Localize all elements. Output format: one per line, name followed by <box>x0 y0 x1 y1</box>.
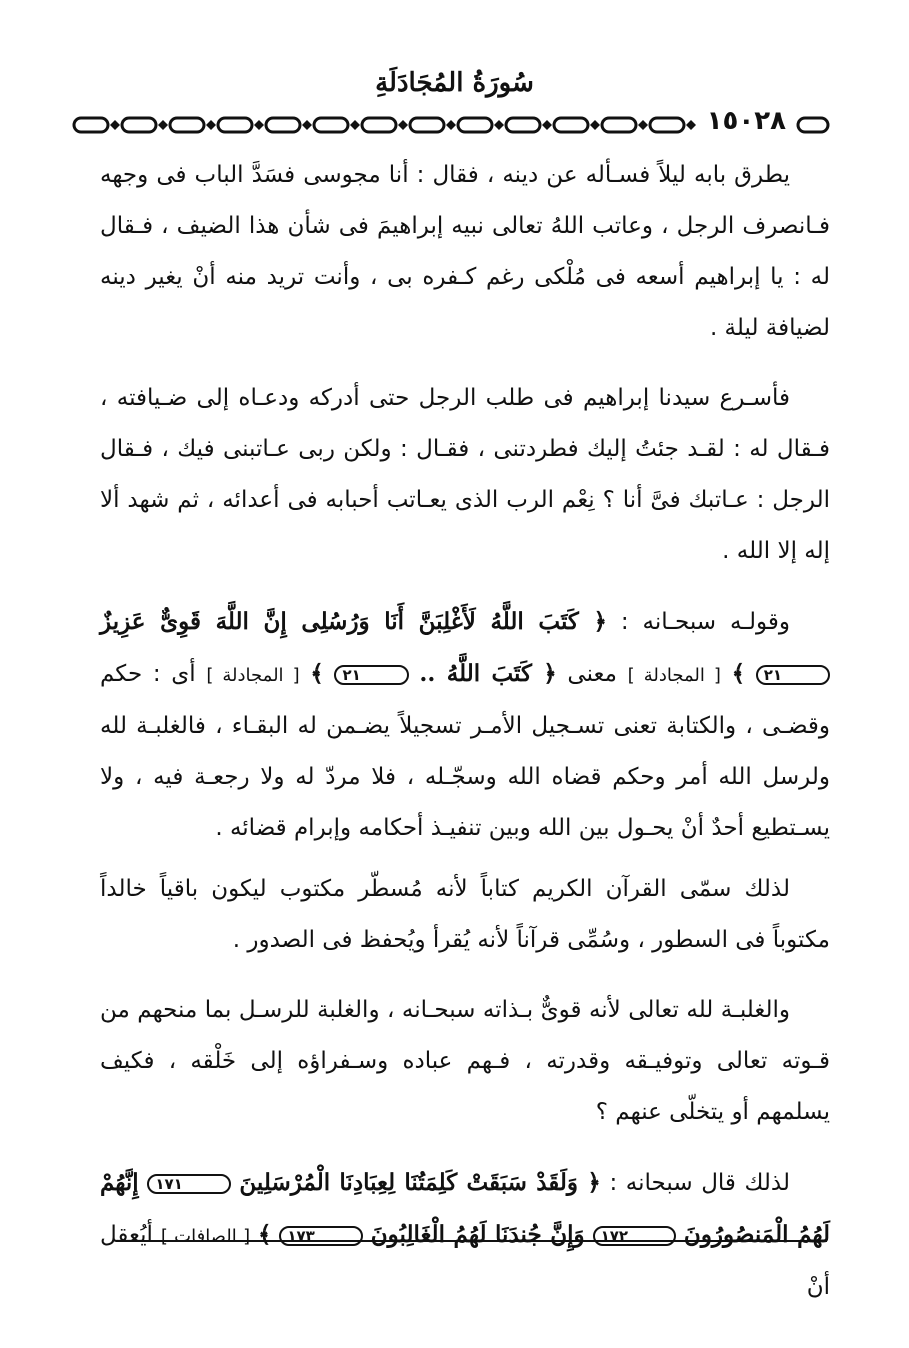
page-number: ١٥٠٢٨ <box>701 106 792 136</box>
ayah-number: ١٧١ <box>147 1174 230 1194</box>
verse-close-bracket: ﴾ <box>258 1221 272 1248</box>
chain-link <box>602 118 636 132</box>
commentary-text: أى : حكم وقضـى ، والكتابة تعنى تسـجيل الأمـر تسجيلاً يضـمن له البقـاء ، فالغلبـة لله ولرسل الله أمر وحكم قضاه الله وسجّـله ، فلا مردّ له ولا رجعـة فيه ، ولا يسـتطيع أحدٌ أنْ يحـول بين الله وبين تنفيـذ أحكامه وإبرام قضائه . <box>100 661 830 841</box>
chain-link <box>506 118 540 132</box>
quran-verse: ﴿ كَتَبَ اللَّهُ .. <box>419 660 557 687</box>
quran-verse: ﴿ وَلَقَدْ سَبَقَتْ كَلِمَتُنَا لِعِبَادِنَا الْمُرْسَلِينَ <box>239 1169 601 1196</box>
chain-link <box>798 118 828 132</box>
verse-intro: لذلك قال سبحانه : <box>609 1170 790 1196</box>
chain-link <box>74 118 108 132</box>
chain-link <box>218 118 252 132</box>
chain-diamond <box>590 120 600 130</box>
commentary-text: أيُعقل أنْ <box>100 1222 830 1300</box>
surah-reference: [ المجادلة ] <box>627 665 721 686</box>
paragraph: والغلبـة لله تعالى لأنه قوىٌّ بـذاته سبحـانه ، والغلبة للرسـل بما منحهم من قـوته تعالى وتوفيـقه وقدرته ، فـهم عباده وسـفراؤه إلى خَلْقه ، فكيف يسلمهم أو يتخلّى عنهم ؟ <box>100 997 830 1125</box>
ayah-number: ٢١ <box>756 665 830 685</box>
verse-intro: وقولـه سبحـانه : <box>620 609 791 635</box>
surah-title: سُورَةُ المُجَادَلَةِ <box>375 68 534 98</box>
paragraph-with-verse <box>100 1157 830 1313</box>
verse-close-bracket: ﴾ <box>731 660 746 687</box>
ayah-number: ١٧٢ <box>593 1226 676 1246</box>
chain-diamond <box>638 120 648 130</box>
chain-link <box>650 118 684 132</box>
ayah-number: ١٧٣ <box>279 1226 362 1246</box>
surah-reference: [ المجادلة ] <box>206 665 300 686</box>
ayah-number: ٢١ <box>334 665 408 685</box>
paragraph-with-verse <box>100 596 830 854</box>
chain-diamond <box>446 120 456 130</box>
chain-link <box>410 118 444 132</box>
chain-link <box>458 118 492 132</box>
paragraph: لذلك سمّى القرآن الكريم كتاباً لأنه مُسطّر مكتوب ليكون باقياً خالداً مكتوباً فى السطور ، وسُمِّى قرآناً لأنه يُقرأ ويُحفظ فى الصدور . <box>100 876 830 953</box>
chain-link <box>122 118 156 132</box>
quran-verse: إِنَّهُمْ لَهُمُ الْمَنصُورُونَ <box>100 1169 830 1248</box>
quran-verse: ﴿ كَتَبَ اللَّهُ لَأَغْلِبَنَّ أَنَا وَرُسُلِى إِنَّ اللَّهَ قَوِىٌّ عَزِيزٌ <box>100 608 607 635</box>
chain-diamond <box>350 120 360 130</box>
chain-diamond <box>398 120 408 130</box>
header-ornament-bar <box>72 106 832 138</box>
meaning-word: معنى <box>567 661 617 687</box>
chain-diamond <box>542 120 552 130</box>
surah-reference: [ الصافات ] <box>160 1226 251 1247</box>
chain-diamond <box>158 120 168 130</box>
paragraph: فأسـرع سيدنا إبراهيم فى طلب الرجل حتى أدركه ودعـاه إلى ضـيافته ، فـقال له : لقـد جئتُ إليك فطردتنى ، فقـال : ولكن ربى عـاتبنى فيك ، فـقال الرجل : عـاتبك فىَّ أنا ؟ نِعْم الرب الذى يعـاتب أحبابه فى أعدائه ، ثم شهد ألا إله إلا الله . <box>100 385 830 564</box>
chain-link <box>170 118 204 132</box>
chain-link <box>266 118 300 132</box>
footer-divider <box>120 1240 827 1242</box>
chain-link <box>554 118 588 132</box>
chain-diamond <box>206 120 216 130</box>
page-body <box>100 150 830 1325</box>
quran-verse: وَإِنَّ جُندَنَا لَهُمُ الْغَالِبُونَ <box>370 1221 585 1248</box>
chain-diamond <box>254 120 264 130</box>
chain-diamond <box>110 120 120 130</box>
paragraph: يطرق بابه ليلاً فسـأله عن دينه ، فقال : أنا مجوسى فسَدَّ الباب فى وجهه فـانصرف الرجل ، وعاتب اللهُ تعالى نبيه إبراهيمَ فى شأن هذا الضيف ، فـقال له : يا إبراهيم أسعه فى مُلْكى رغم كـفره بى ، وأنت تريد منه أنْ يغير دينه لضيافة ليلة . <box>100 162 830 341</box>
chain-diamond <box>302 120 312 130</box>
chain-diamond <box>686 120 696 130</box>
chain-diamond <box>494 120 504 130</box>
chain-link <box>362 118 396 132</box>
verse-close-bracket: ﴾ <box>310 660 324 687</box>
chain-link <box>314 118 348 132</box>
